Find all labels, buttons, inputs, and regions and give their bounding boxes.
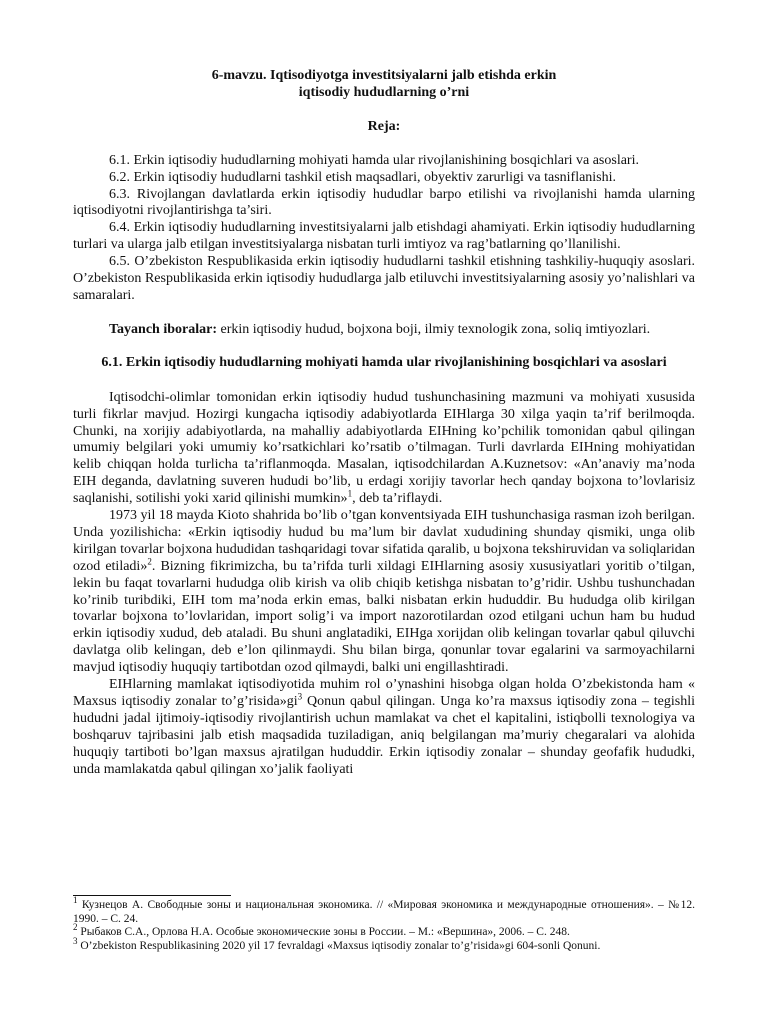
footnote-ref[interactable]: 3 — [297, 691, 303, 702]
plan-item: 6.2. Erkin iqtisodiy hududlarni tashkil etish maqsadlari, obyektiv zarurligi va tasniflanishi. — [109, 169, 617, 185]
footnote-number: 1 — [73, 895, 78, 906]
footnote-ref[interactable]: 1 — [347, 488, 353, 499]
keywords-label: Tayanch iboralar: — [109, 321, 217, 337]
paragraph-text: EIHlarning mamlakat iqtisodiyotida muhim rol o’ynashini hisobga olgan holda O’zbekistonda ham « Maxsus iqtisodiy zonalar to’g’risida»gi — [73, 677, 695, 709]
paragraph-text: Qonun qabul qilingan. Unga ko’ra maxsus iqtisodiy zona – tegishli hududni jadal ijtimoiy-iqtisodiy rivojlantirish uchun mamlakat va chet el kapitalini, istiqbolli texnologiya va boshqaruv tajribasini jalb etish maqsadida tuziladigan, aniq belgilangan ma’muriy chegaralari va alohida huquqiy tartiboti bo’lgan maxsus ajratilgan hududdir. Erkin iqtisodiy zonalar – shunday geofafik hududki, unda mamlakatda qabul qilingan xo’jalik faoliyati — [73, 694, 695, 777]
plan-item: 6.1. Erkin iqtisodiy hududlarning mohiyati hamda ular rivojlanishining bosqichlari va asoslari. — [109, 152, 639, 168]
footnote — [73, 895, 695, 926]
footnote-number: 3 — [73, 935, 78, 946]
footnote-ref[interactable]: 2 — [147, 556, 152, 567]
paragraph-text: Iqtisodchi-olimlar tomonidan erkin iqtisodiy hudud tushunchasining mazmuni va mohiyati xususida turli fikrlar mavjud. Hozirgi kungacha iqtisodiy adabiyotlarda EIHlarga 30 xilga yaqin ta’rif berilmoqda. Chunki, na xorijiy adabiyotlarda, na mahalliy adabiyotlarda EIHning ko’pchilik tomonidan qabul qilingan umumiy belgilari yoki umumiy ko’rsatkichlari ko’rsatib o’tilmagan. Turli davrlarda EIHning mohiyatidan kelib chiqqan holda turlicha ta’riflanmoqda. Masalan, iqtisodchilardan A.Kuznetsov: «An’anaviy ma’noda EIH deganda, davlatning suveren hududi bo’lib, u erdagi xorijiy tavorlar hech qanday bojxona to’lovlarisiz saqlanishi, sotilishi yoki xarid qilinishi mumkin» — [73, 389, 695, 507]
footnote-number: 2 — [73, 922, 78, 933]
paragraph-text: . Bizning fikrimizcha, bu ta’rifda turli xildagi EIHlarning asosiy xususiyatlari yoritib o’tilgan, lekin bu faqat tovarlarni hududga olib kirish va olib chiqib ketishga nisbatan to’g’ridir. Ushbu tushunchadan ko’rinib turibdiki, EIH tom ma’noda erkin emas, balki nisbatan erkin hududdir. Bu hududga olib kirilgan tovarlar bojxona to’lovlaridan, import solig’i va import nazorotilardan ozod etilgani uchun ham bu hudud erkin iqtisodiy xudud, deb ataladi. Bu shuni anglatadiki, EIHga xorijdan olib kelingan tovarlar qabul qiluvchi davlatga olib kelingan, deb e’lon qilinmaydi. Shu bilan birga, qonunlar tovar egalarini va sarmoyachilarni mavjud iqtisodiy huquqiy tartibotdan ozod qilmaydi, balki uni engillashtiradi. — [73, 558, 695, 676]
paragraph-text: , deb ta’riflaydi. — [352, 491, 443, 507]
footnote — [73, 935, 695, 954]
paragraph — [73, 508, 695, 677]
section-title: 6.1. Erkin iqtisodiy hududlarning mohiyati hamda ular rivojlanishining bosqichlari va asoslari — [101, 354, 667, 370]
footnote-text: Рыбаков С.А., Орлова Н.А. Особые экономические зоны в России. – М.: «Вершина», 2006. – С. 248. — [77, 926, 570, 938]
footnotes — [73, 895, 695, 953]
plan-item: 6.4. Erkin iqtisodiy hududlarning investitsiyalarni jalb etishdagi ahamiyati. Erkin iqtisodiy hududlarning turlari va ularga jalb etilgan investitsiyalarga nisbatan turli imtiyoz va rag’batlarning qo’llanilishi. — [73, 220, 695, 253]
title-line-2: iqtisodiy hududlarning o’rni — [298, 84, 470, 100]
plan-item: 6.3. Rivojlangan davlatlarda erkin iqtisodiy hududlar barpo etilishi va rivojlanishi hamda ularning iqtisodiyotni rivojlantirishga ta’siri. — [73, 186, 695, 219]
keywords-paragraph — [73, 322, 695, 339]
document-title — [73, 68, 695, 102]
paragraph — [73, 390, 695, 508]
footnote-text: Кузнецов А. Свободные зоны и национальная экономика. // «Мировая экономика и международные отношения». – №12. 1990. – С. 24. — [73, 899, 695, 925]
footnote — [73, 922, 695, 940]
body-text — [73, 390, 695, 779]
title-line-1: 6-mavzu. Iqtisodiyotga investitsiyalarni jalb etishda erkin — [211, 68, 557, 83]
footnote-text: O’zbekiston Respublikasining 2020 yil 17 fevraldagi «Maxsus iqtisodiy zonalar to’g’risida»gi 604-sonli Qonuni. — [77, 939, 601, 952]
paragraph-text: 1973 yil 18 mayda Kioto shahrida bo’lib o’tgan konventsiyada EIH tushunchasiga rasman izoh berilgan. Unda yozilishicha: «Erkin iqtisodiy hudud bu ma’lum bir davlat xududining shunday qismiki, unga olib kirilgan tovarlar bojxona hududidan tashqaridagi tovar sifatida qaralib, u bojxona tekshiruvidan va soliqlaridan ozod etiladi» — [73, 508, 695, 574]
footnote-separator — [73, 895, 231, 896]
plan-item: 6.5. O’zbekiston Respublikasida erkin iqtisodiy hududlarni tashkil etishning tashkiliy-huquqiy asoslari. O’zbekiston Respublikasida erkin iqtisodiy hududlarga jalb etiluvchi investitsiyalarning asosiy yo’nalishlari va samaralari. — [73, 254, 695, 303]
plan-list — [73, 153, 695, 305]
reja-heading: Reja: — [367, 118, 401, 134]
keywords-text: erkin iqtisodiy hudud, bojxona boji, ilmiy texnologik zona, soliq imtiyozlari. — [217, 321, 651, 337]
paragraph — [73, 677, 695, 778]
